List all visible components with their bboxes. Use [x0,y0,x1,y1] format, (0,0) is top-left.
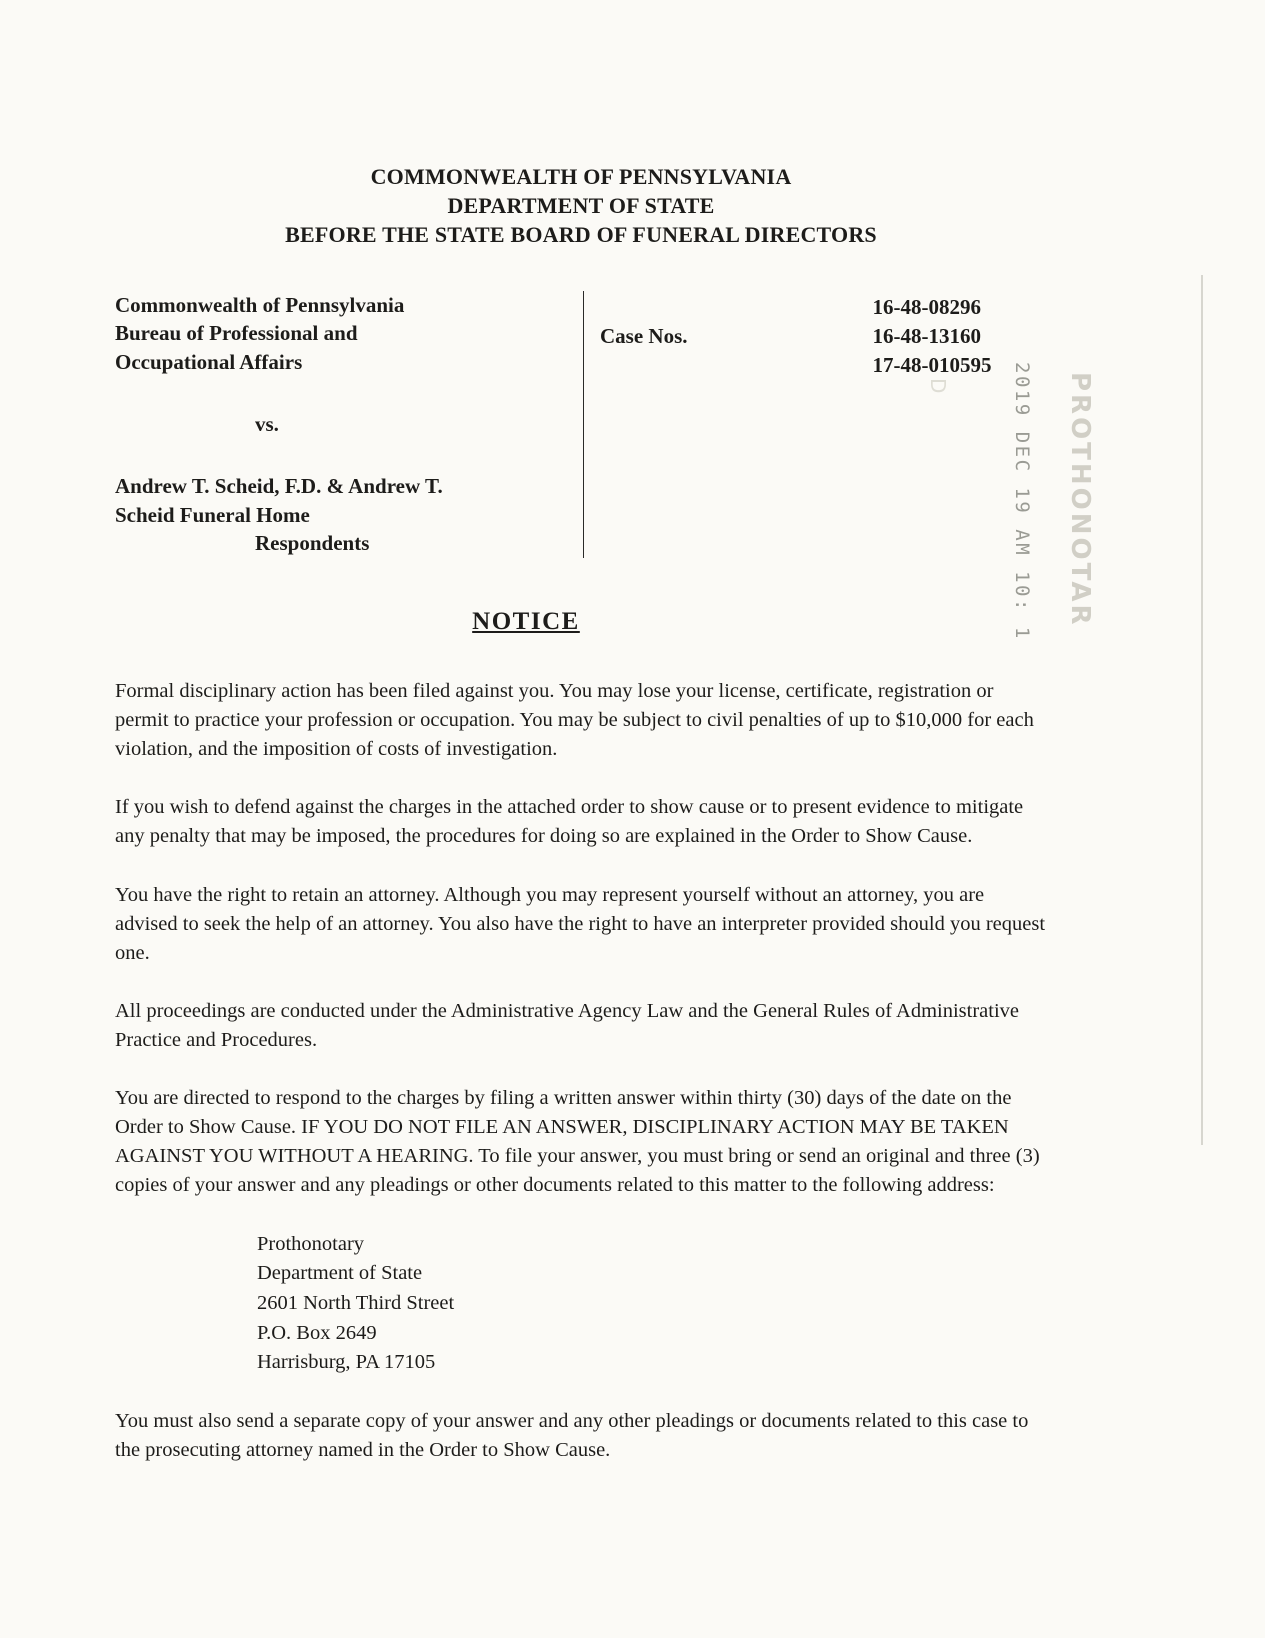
caption-parties [115,291,583,557]
petitioner-name-line-2: Bureau of Professional and [115,321,358,346]
notice-body [115,677,1047,1465]
respondent-name-line-1: Andrew T. Scheid, F.D. & Andrew T. [115,474,443,499]
case-number: 16-48-08296 [872,295,981,320]
address-line-pobox: P.O. Box 2649 [257,1321,377,1344]
document-header [115,162,1047,249]
header-department: DEPARTMENT OF STATE [447,193,715,219]
versus-label: vs. [255,412,279,437]
respondents-label: Respondents [255,531,370,556]
filing-address-block [257,1230,1047,1379]
caption-divider-line [583,291,584,557]
case-number: 16-48-13160 [872,324,981,349]
scan-artifact-line [1201,275,1203,1145]
paragraph-right-to-attorney: You have the right to retain an attorney. Although you may represent yourself without an attorney, you are advised to seek the help of an attorney. You also have the right to have an interpreter provided should you request one. [115,883,1046,964]
case-number: 17-48-010595 [872,353,992,378]
paragraph-proceedings-law: All proceedings are conducted under the Administrative Agency Law and the General Rules of Administrative Practice and Procedures. [115,999,1020,1051]
faint-stamp-mark: D [926,378,950,396]
address-line-department: Department of State [257,1262,423,1285]
address-line-city: Harrisburg, PA 17105 [257,1351,436,1374]
paragraph-defend-charges: If you wish to defend against the charges in the attached order to show cause or to present evidence to mitigate any penalty that may be imposed, the procedures for doing so are explained in the Order to Show Cause. [115,796,1024,848]
address-line-street: 2601 North Third Street [257,1291,455,1314]
header-commonwealth: COMMONWEALTH OF PENNSYLVANIA [370,164,792,189]
header-board: BEFORE THE STATE BOARD OF FUNERAL DIRECTORS [285,222,877,248]
petitioner-name-line-3: Occupational Affairs [115,349,303,374]
notice-title: NOTICE [472,607,580,635]
respondent-name-line-2: Scheid Funeral Home [115,502,310,527]
paragraph-disciplinary-action: Formal disciplinary action has been filed against you. You may lose your license, certificate, registration or permit to practice your profession or occupation. You may be subject to civil penalties of up to $10,000 for each violation, and the imposition of costs of investigation. [115,680,1034,761]
paragraph-separate-copy: You must also send a separate copy of your answer and any other pleadings or documents related to this case to the prosecuting attorney named in the Order to Show Cause. [115,1410,1029,1462]
filing-date-stamp: 2019 DEC 19 AM 10: 1 [1011,362,1033,641]
case-number-list [873,293,992,380]
petitioner-name-line-1: Commonwealth of Pennsylvania [115,293,405,318]
case-nos-label: Case Nos. [600,324,688,349]
caption-case-numbers [600,291,1047,557]
prothonotary-stamp: PROTHONOTAR [1065,372,1095,628]
case-caption [115,291,1047,557]
address-line-prothonotary: Prothonotary [257,1232,365,1255]
paragraph-respond-directions: You are directed to respond to the charges by filing a written answer within thirty (30) days of the date on the Order to Show Cause. IF YOU DO NOT FILE AN ANSWER, DISCIPLINARY ACTION MAY BE TAKEN AGAINST YOU WITHOUT A HEARING. To file your answer, you must bring or send an original and three (3) copies of your answer and any pleadings or other documents related to this matter to the following address: [115,1087,1040,1197]
